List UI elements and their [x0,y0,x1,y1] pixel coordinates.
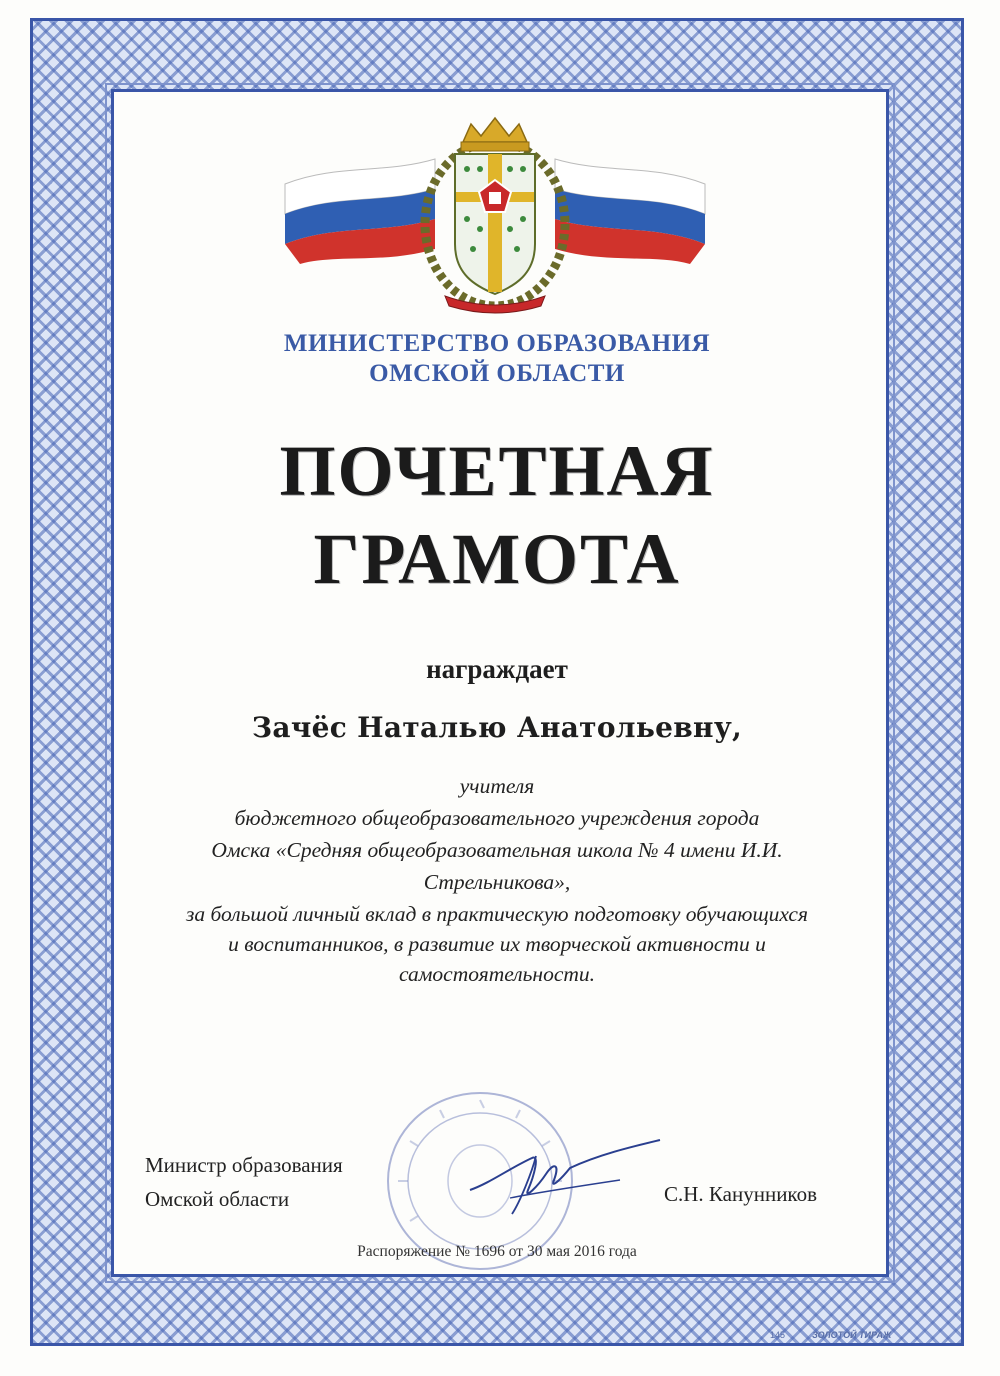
description-line: учителя [459,774,535,798]
description-line: за большой личный вклад в практическую подготовку обучающихся [186,902,808,926]
description-line: Стрельникова», [423,870,571,894]
certificate-content [30,18,964,1346]
order-reference: Распоряжение № 1696 от 30 мая 2016 года [357,1243,637,1260]
signatory-position-line2: Омской области [145,1187,290,1211]
ministry-name-line1: МИНИСТЕРСТВО ОБРАЗОВАНИЯ [283,330,711,357]
coat-of-arms-icon [275,114,715,314]
description-line: Омска «Средняя общеобразовательная школа № 4 имени И.И. [211,838,783,862]
crown-icon [461,118,529,151]
right-flag-ribbon [555,159,705,264]
left-flag-ribbon [285,159,435,264]
signatory-position-line1: Министр образования [145,1153,343,1177]
printer-name: ЗОЛОТОЙ ТИРАЖ [812,1330,892,1340]
description-line: и воспитанников, в развитие их творческой активности и [228,932,766,956]
awards-verb: награждает [426,654,568,684]
recipient-name: Зачёс Наталью Анатольевну, [251,711,743,744]
print-number: 145 [770,1330,786,1340]
signatory-position [145,1148,343,1216]
description-line: самостоятельности. [398,962,596,986]
description-line: бюджетного общеобразовательного учреждения города [234,806,760,830]
signatory-name: С.Н. Канунников [664,1182,817,1206]
printer-mark [770,1330,891,1340]
signature-icon [450,1128,670,1218]
certificate-title-line1: ПОЧЕТНАЯ [279,431,715,511]
certificate-title-line2: ГРАМОТА [313,519,681,599]
ministry-name-line2: ОМСКОЙ ОБЛАСТИ [369,360,625,387]
